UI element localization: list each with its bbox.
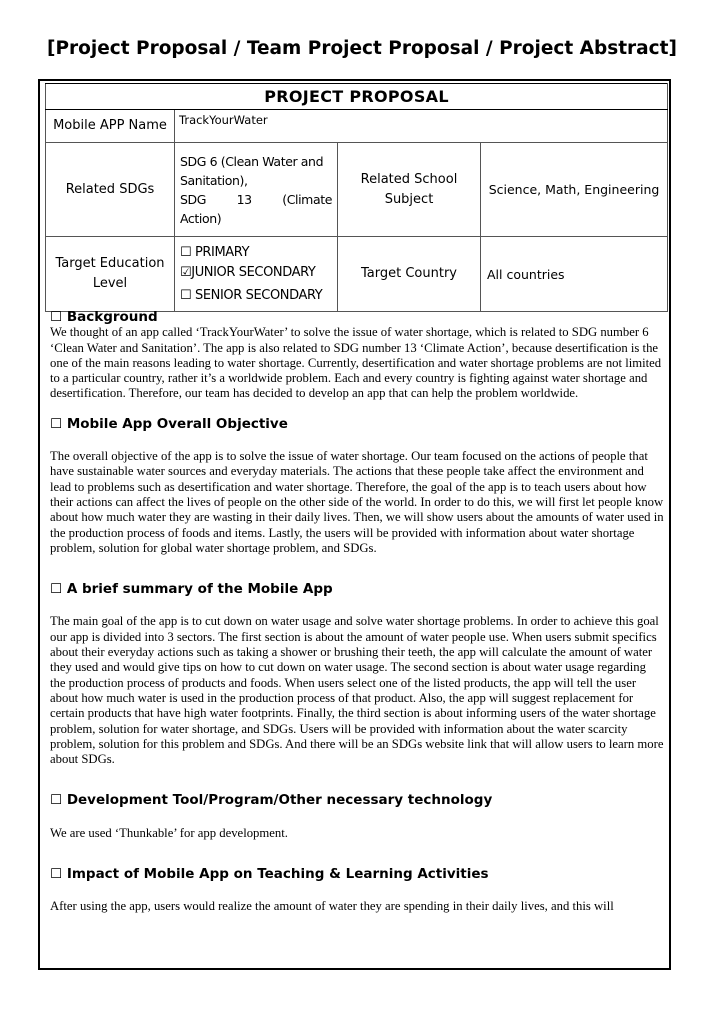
tools-text: We are used ‘Thunkable’ for app development. <box>50 825 288 840</box>
proposal-body <box>50 310 664 915</box>
section-heading-tools: ☐ Development Tool/Program/Other necessary technology <box>50 792 493 809</box>
subject-value: Science, Math, Engineering <box>481 143 668 237</box>
education-level-options <box>175 237 338 312</box>
level-junior-secondary-checkbox[interactable]: ☑JUNIOR SECONDARY <box>180 264 316 280</box>
sdgs-line-3-c: (Climate <box>282 191 332 207</box>
section-heading-objective: ☐ Mobile App Overall Objective <box>50 415 288 432</box>
sdgs-label: Related SDGs <box>46 143 175 237</box>
sdgs-line-3 <box>180 190 332 209</box>
section-heading-summary: ☐ A brief summary of the Mobile App <box>50 581 333 598</box>
country-label: Target Country <box>338 237 481 312</box>
form-header: PROJECT PROPOSAL <box>46 84 668 110</box>
level-primary-checkbox[interactable]: ☐ PRIMARY <box>180 244 250 260</box>
proposal-form-table <box>45 83 668 312</box>
summary-checkbox-icon: ☐ <box>50 581 63 598</box>
proposal-frame <box>38 79 671 970</box>
education-level-label: Target Education Level <box>46 237 175 312</box>
summary-text: The main goal of the app is to cut down on water usage and solve water shortage problems. In order to achieve this goal our app is divided into 3 sectors. The first section is about the amount of water people use. When users submit specifics about their everyday actions such as taking a shower or brushing their teeth, the app will calculate the amount of water they used and would give tips on how to cut down on water usage. The second section is about water usage regarding the production process of products and foods. When users select one of the listed products, the app will tell the user about how much water is used in the production process of that product. Also, the app will suggest replacement for certain products that have high water footprints. Finally, the third section is about informing users of the water shortage problem, solution for water shortage, and SDGs. Users will be provided with information about the water scarcity problem, solution for this problem and SDGs. And there will be an SDGs website link that will allow users to learn more about SDGs. <box>50 614 664 767</box>
objective-text: The overall objective of the app is to solve the issue of water shortage. Our team focused on the actions of people that have sustainable water sources and everyday materials. The actions that these people take affect the environment and lead to problems such as desertification and water shortage. Therefore, the goal of the app is to teach users about how their actions can affect the lives of people on the other side of the world. In order to do this, we will first let people know about how much water they are wasting in their daily lives. Then, we will show users about the amounts of water used in the production process of foods and items. Lastly, the users will be provided with information about water shortage problem, solution for global water shortage problem, and SDGs. <box>50 449 664 555</box>
background-text: We thought of an app called ‘TrackYourWater’ to solve the issue of water shortage, which is related to SDG number 6 ‘Clean Water and Sanitation’. The app is also related to SDG number 13 ‘Climate Action’, because desertification is the one of the main reasons leading to water shortage. Currently, desertification and water shortage problems are not limited to a particular country, rather it’s a worldwide problem. Each and every country is fighting against water shortage and desertification. Therefore, our team has decided to develop an app that can help the problem worldwide. <box>50 325 662 401</box>
tools-checkbox-icon: ☐ <box>50 792 63 809</box>
objective-checkbox-icon: ☐ <box>50 415 63 432</box>
sdgs-line-3-a: SDG <box>180 191 207 207</box>
section-heading-impact: ☐ Impact of Mobile App on Teaching & Learning Activities <box>50 866 489 883</box>
country-value: All countries <box>481 237 668 312</box>
background-checkbox-icon: ☐ <box>50 309 63 325</box>
impact-checkbox-icon: ☐ <box>50 866 63 883</box>
sdgs-line-3-b: 13 <box>236 191 252 207</box>
app-name-value: TrackYourWater <box>175 110 668 143</box>
sdgs-line-4: Action) <box>180 210 222 226</box>
impact-text: After using the app, users would realize the amount of water they are spending in their daily lives, and this will <box>50 899 614 914</box>
app-name-label: Mobile APP Name <box>46 110 175 143</box>
level-senior-secondary-checkbox[interactable]: ☐ SENIOR SECONDARY <box>180 287 323 303</box>
section-heading-background: ☐ Background <box>50 309 158 325</box>
sdgs-line-2: Sanitation), <box>180 172 248 188</box>
page-title: [Project Proposal / Team Project Proposal / Project Abstract] <box>47 38 677 59</box>
sdgs-value <box>175 143 338 237</box>
subject-label: Related School Subject <box>338 143 481 237</box>
sdgs-line-1: SDG 6 (Clean Water and <box>180 153 324 169</box>
